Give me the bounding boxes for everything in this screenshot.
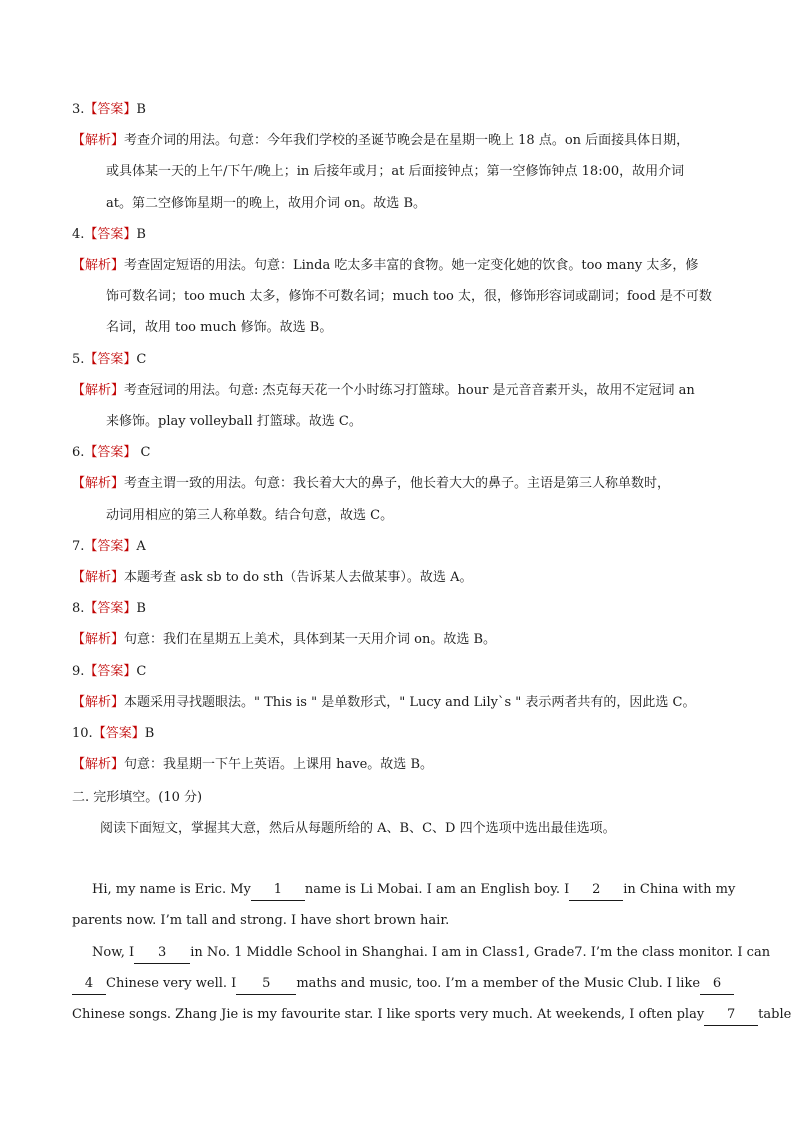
- passage-line: [72, 1005, 792, 1026]
- explanation-tag: 【解析】: [72, 258, 125, 273]
- section-instruction: 阅读下面短文，掌握其大意，然后从每题所给的 A、B、C、D 四个选项中选出最佳选项。: [100, 821, 616, 836]
- blank-b7: 7: [704, 1005, 758, 1026]
- answer-line: [72, 599, 146, 619]
- explanation-line: [106, 162, 684, 182]
- explanation-text: 动词用相应的第三人称单数。结合句意，故选 C。: [106, 507, 394, 523]
- passage-line: [92, 880, 736, 901]
- passage-text: Hi, my name is Eric. My: [92, 882, 251, 897]
- answer-value: B: [136, 102, 146, 117]
- passage-line: [92, 943, 771, 964]
- answer-value: B: [136, 601, 146, 617]
- explanation-text: 本题采用寻找题眼法。" This is " 是单数形式，" Lucy and Lily`s " 表示两者共有的，因此选 C。: [124, 694, 696, 710]
- answer-line: [72, 537, 146, 557]
- explanation-line: [106, 287, 712, 307]
- answer-value: A: [136, 538, 146, 554]
- passage-text: parents now. I’m tall and strong. I have short brown hair.: [72, 913, 450, 928]
- passage-text: in No. 1 Middle School in Shanghai. I am in Class1, Grade7. I’m the class monitor. I can: [190, 945, 771, 960]
- explanation-line: [106, 194, 426, 214]
- passage-text: Chinese very well. I: [106, 976, 237, 991]
- passage-text: Now, I: [92, 945, 135, 960]
- answer-value: C: [136, 351, 147, 367]
- explanation-line: [72, 630, 496, 650]
- question-number: 4.: [72, 226, 85, 242]
- question-number: 5.: [72, 351, 85, 367]
- explanation-text: 来修饰。play volleyball 打篮球。故选 C。: [106, 414, 362, 429]
- explanation-text: 考查介词的用法。句意：今年我们学校的圣诞节晚会是在星期一晚上 18 点。on 后面接具体日期，: [124, 133, 690, 149]
- answer-tag: 【答案】: [84, 351, 137, 367]
- passage-text: Chinese songs. Zhang Jie is my favourite star. I like sports very much. At weekends, I often play: [72, 1007, 705, 1022]
- question-number: 3.: [72, 102, 85, 117]
- explanation-text: 或具体某一天的上午/下午/晚上；in 后接年或月；at 后面接钟点；第一空修饰钟点 18:00，故用介词: [106, 164, 685, 180]
- explanation-line: [106, 506, 393, 526]
- explanation-tag: 【解析】: [72, 382, 125, 398]
- blank-b6: 6: [700, 974, 734, 995]
- blank-b4: 4: [72, 974, 106, 995]
- answer-line: [72, 350, 146, 370]
- question-number: 9.: [72, 663, 85, 679]
- answer-tag: 【答案】: [84, 226, 137, 242]
- blank-b2: 2: [569, 880, 623, 901]
- explanation-tag: 【解析】: [72, 476, 125, 492]
- explanation-tag: 【解析】: [72, 570, 125, 585]
- answer-line: [72, 225, 146, 245]
- answer-tag: 【答案】: [84, 663, 137, 679]
- question-number: 10.: [72, 726, 93, 741]
- blank-b3: 3: [134, 943, 190, 964]
- explanation-text: 句意：我们在星期五上美术，具体到某一天用介词 on。故选 B。: [124, 632, 497, 648]
- explanation-line: [72, 131, 689, 151]
- passage-text: in China with my: [623, 882, 736, 897]
- answer-value: C: [136, 663, 147, 679]
- explanation-text: 饰可数名词；too much 太多，修饰不可数名词；much too 太，很，修饰形容词或副词；food 是不可数: [106, 289, 712, 305]
- blank-b1: 1: [251, 880, 305, 901]
- answer-tag: 【答案】: [84, 102, 137, 117]
- explanation-text: 考查主谓一致的用法。句意：我长着大大的鼻子，他长着大大的鼻子。主语是第三人称单数时，: [124, 476, 671, 492]
- passage-line: [72, 974, 722, 995]
- answer-line: [72, 443, 151, 463]
- explanation-text: 句意：我星期一下午上英语。上课用 have。故选 B。: [124, 757, 433, 773]
- explanation-text: at。第二空修饰星期一的晚上，故用介词 on。故选 B。: [106, 195, 426, 211]
- answer-line: [72, 100, 146, 120]
- explanation-tag: 【解析】: [72, 757, 125, 773]
- answer-value: B: [136, 226, 146, 242]
- passage-text: table: [758, 1007, 792, 1022]
- explanation-line: [72, 755, 433, 775]
- answer-line: [72, 724, 154, 744]
- question-number: 8.: [72, 601, 85, 617]
- passage-line: [72, 911, 722, 931]
- explanation-line: [106, 412, 362, 432]
- explanation-text: 名词，故用 too much 修饰。故选 B。: [106, 320, 333, 336]
- question-number: 7.: [72, 538, 85, 554]
- explanation-line: [72, 693, 695, 713]
- answer-line: [72, 662, 146, 682]
- question-number: 6.: [72, 445, 85, 461]
- answer-tag: 【答案】: [84, 601, 137, 617]
- answer-value: B: [144, 726, 155, 741]
- blank-b5: 5: [236, 974, 296, 995]
- explanation-line: [72, 381, 695, 401]
- section-title: 二. 完形填空。(10 分): [72, 790, 203, 805]
- passage-text: maths and music, too. I’m a member of the Music Club. I like: [296, 976, 701, 991]
- answer-tag: 【答案】: [84, 538, 137, 554]
- explanation-line: [72, 256, 698, 276]
- answer-tag: 【答案】: [84, 445, 137, 461]
- answer-value: C: [136, 445, 151, 461]
- explanation-line: [72, 568, 472, 588]
- explanation-tag: 【解析】: [72, 133, 125, 149]
- explanation-text: 本题考查 ask sb to do sth（告诉某人去做某事）。故选 A。: [124, 570, 473, 585]
- answer-tag: 【答案】: [92, 726, 145, 741]
- explanation-line: [106, 318, 332, 338]
- passage-text: name is Li Mobai. I am an English boy. I: [304, 882, 570, 897]
- explanation-text: 考查固定短语的用法。句意：Linda 吃太多丰富的食物。她一定变化她的饮食。too many 太多，修: [124, 258, 699, 273]
- explanation-line: [72, 474, 670, 494]
- explanation-tag: 【解析】: [72, 632, 125, 648]
- explanation-text: 考查冠词的用法。句意: 杰克每天花一个小时练习打篮球。hour 是元音音素开头，故用不定冠词 an: [124, 382, 695, 398]
- explanation-tag: 【解析】: [72, 694, 125, 710]
